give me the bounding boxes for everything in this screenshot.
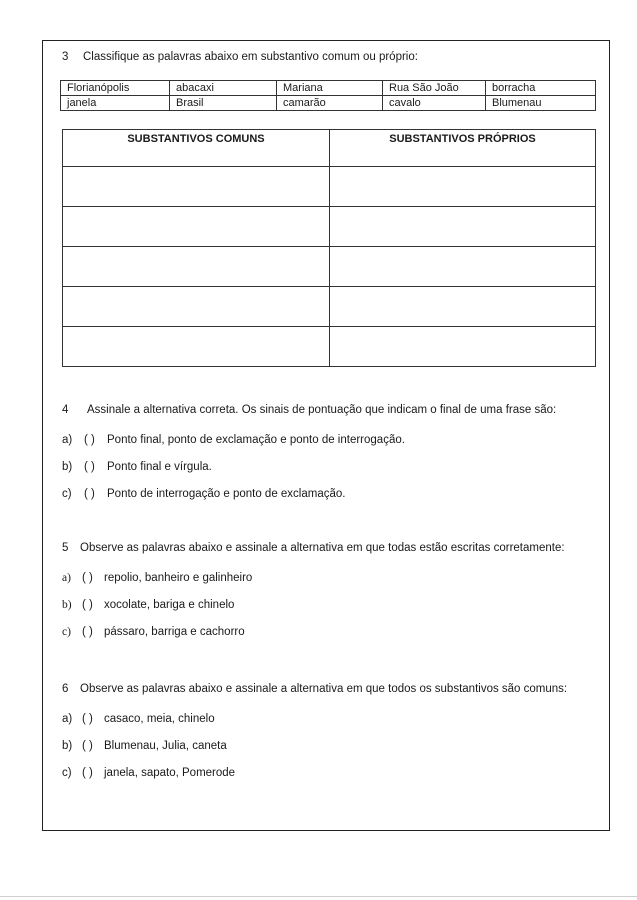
- q6-number: 6: [62, 683, 69, 695]
- q5-option-b-letter: b): [62, 599, 72, 611]
- answer-cell-proper[interactable]: [330, 207, 596, 247]
- word-cell: abacaxi: [170, 81, 277, 96]
- answer-cell-common[interactable]: [63, 247, 330, 287]
- table-row: [63, 287, 596, 327]
- q5-option-c-letter: c): [62, 626, 71, 638]
- q4-option-b-checkbox[interactable]: ( ): [84, 461, 95, 473]
- table-row: [63, 207, 596, 247]
- q6-option-c-text: janela, sapato, Pomerode: [104, 767, 236, 779]
- table-row: [61, 96, 596, 111]
- answer-cell-proper[interactable]: [330, 287, 596, 327]
- q4-number: 4: [62, 404, 69, 416]
- q6-option-a-letter: a): [62, 713, 73, 725]
- q5-number: 5: [62, 542, 69, 554]
- q4-option-c-checkbox[interactable]: ( ): [84, 488, 95, 500]
- q4-option-c-letter: c): [62, 488, 72, 500]
- column-header-common: SUBSTANTIVOS COMUNS: [63, 130, 330, 167]
- q6-option-b-text: Blumenau, Julia, caneta: [104, 740, 227, 752]
- word-cell: Florianópolis: [61, 81, 170, 96]
- q5-option-a-text: repolio, banheiro e galinheiro: [104, 572, 253, 584]
- scan-edge-line: [0, 896, 637, 897]
- q6-option-a-checkbox[interactable]: ( ): [82, 713, 93, 725]
- q5-option-c-checkbox[interactable]: ( ): [82, 626, 93, 638]
- word-cell: cavalo: [383, 96, 486, 111]
- q4-option-b-text: Ponto final e vírgula.: [107, 461, 212, 473]
- q4-option-a-text: Ponto final, ponto de exclamação e ponto de interrogação.: [107, 434, 405, 446]
- q6-option-b-checkbox[interactable]: ( ): [82, 740, 93, 752]
- q5-option-a-checkbox[interactable]: ( ): [82, 572, 93, 584]
- column-header-proper: SUBSTANTIVOS PRÓPRIOS: [330, 130, 596, 167]
- q5-option-b-checkbox[interactable]: ( ): [82, 599, 93, 611]
- answer-cell-proper[interactable]: [330, 247, 596, 287]
- word-cell: borracha: [486, 81, 596, 96]
- q5-option-b-text: xocolate, bariga e chinelo: [104, 599, 235, 611]
- q6-option-c-checkbox[interactable]: ( ): [82, 767, 93, 779]
- table-header-row: [63, 130, 596, 167]
- answer-cell-proper[interactable]: [330, 167, 596, 207]
- words-table: [60, 80, 596, 111]
- word-cell: Rua São João: [383, 81, 486, 96]
- q4-option-c-text: Ponto de interrogação e ponto de exclamação.: [107, 488, 346, 500]
- word-cell: Brasil: [170, 96, 277, 111]
- q3-number: 3: [62, 51, 69, 63]
- q4-option-b-letter: b): [62, 461, 73, 473]
- word-cell: camarão: [277, 96, 383, 111]
- answer-cell-common[interactable]: [63, 327, 330, 367]
- q4-prompt: Assinale a alternativa correta. Os sinais de pontuação que indicam o final de uma frase são:: [87, 404, 557, 416]
- table-row: [63, 247, 596, 287]
- word-cell: Blumenau: [486, 96, 596, 111]
- answer-cell-proper[interactable]: [330, 327, 596, 367]
- answer-cell-common[interactable]: [63, 287, 330, 327]
- table-row: [61, 81, 596, 96]
- q6-option-c-letter: c): [62, 767, 72, 779]
- table-row: [63, 327, 596, 367]
- word-cell: Mariana: [277, 81, 383, 96]
- table-row: [63, 167, 596, 207]
- answer-cell-common[interactable]: [63, 167, 330, 207]
- q6-option-b-letter: b): [62, 740, 73, 752]
- classification-table: [62, 129, 596, 367]
- q5-option-a-letter: a): [62, 572, 71, 584]
- q4-option-a-letter: a): [62, 434, 73, 446]
- answer-cell-common[interactable]: [63, 207, 330, 247]
- q6-prompt: Observe as palavras abaixo e assinale a alternativa em que todos os substantivos são comuns:: [80, 683, 568, 695]
- q6-option-a-text: casaco, meia, chinelo: [104, 713, 215, 725]
- q5-option-c-text: pássaro, barriga e cachorro: [104, 626, 245, 638]
- q4-option-a-checkbox[interactable]: ( ): [84, 434, 95, 446]
- q3-prompt: Classifique as palavras abaixo em substantivo comum ou próprio:: [83, 51, 418, 63]
- word-cell: janela: [61, 96, 170, 111]
- q5-prompt: Observe as palavras abaixo e assinale a alternativa em que todas estão escritas corretamente:: [80, 542, 565, 554]
